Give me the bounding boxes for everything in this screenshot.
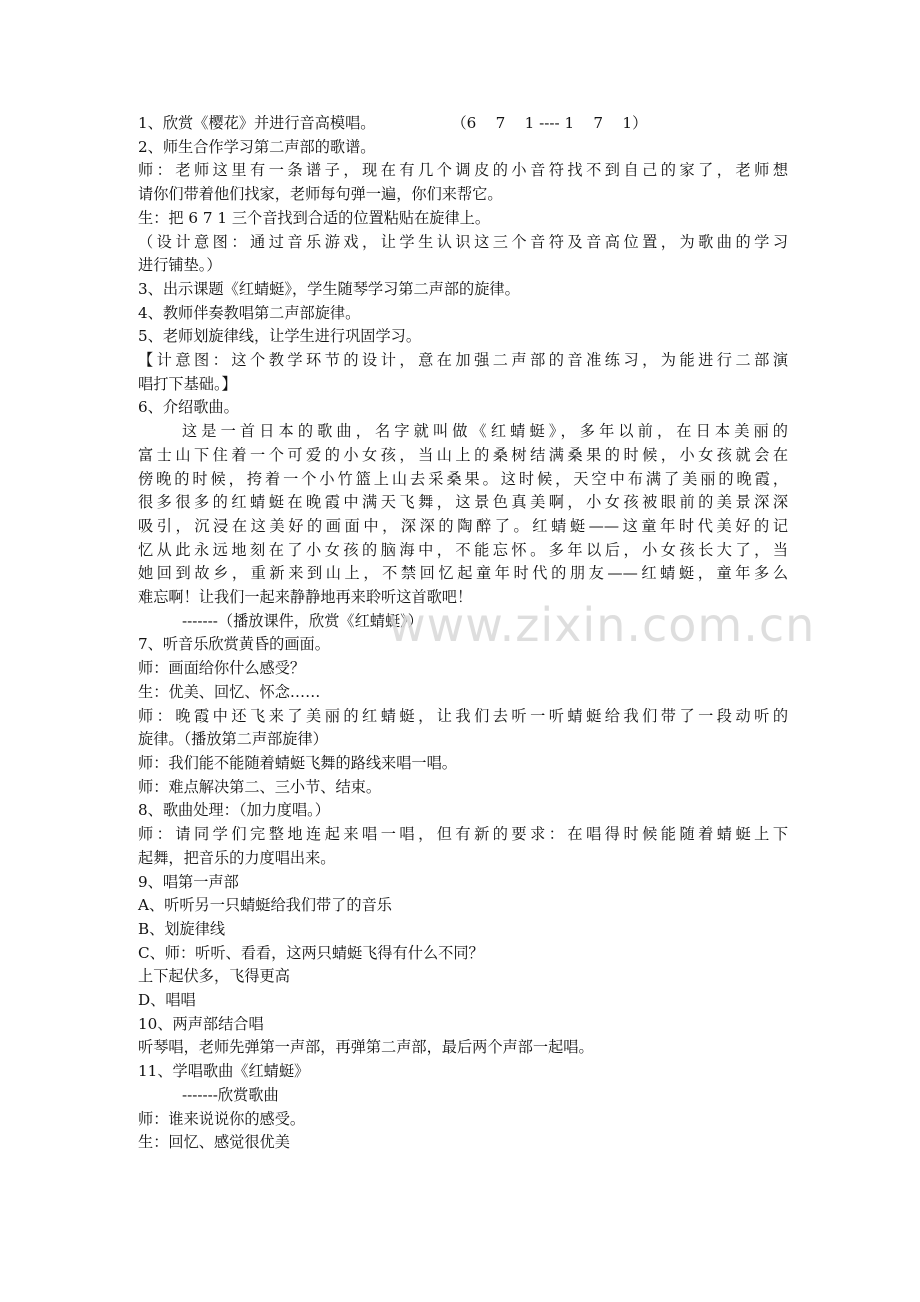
line-text: 傍晚的时候，挎着一个小竹篮上山去采桑果。这时候，天空中布满了美丽的晚霞， bbox=[138, 469, 788, 488]
line-text: 很多很多的红蜻蜓在晚霞中满天飞舞，这景色真美啊，小女孩被眼前的美景深深 bbox=[138, 493, 788, 512]
line-text: 师：老师这里有一条谱子，现在有几个调皮的小音符找不到自己的家了，老师想 bbox=[138, 161, 788, 180]
line-text: -------欣赏歌曲 bbox=[182, 1085, 279, 1104]
text-line bbox=[138, 799, 788, 823]
text-line bbox=[138, 278, 788, 302]
document-body bbox=[138, 112, 788, 1155]
line-text: 1、欣赏《樱花》并进行音高模唱。 bbox=[138, 114, 376, 132]
line-text: 5、老师划旋律线，让学生进行巩固学习。 bbox=[138, 327, 422, 346]
text-line bbox=[138, 515, 788, 539]
text-line bbox=[138, 776, 788, 800]
line-text: 8、歌曲处理：（加力度唱。） bbox=[138, 801, 330, 820]
text-line bbox=[138, 1060, 788, 1084]
text-line bbox=[138, 373, 788, 397]
line-text: 师：难点解决第二、三小节、结束。 bbox=[138, 777, 381, 796]
line-text: C、师：听听、看看，这两只蜻蜓飞得有什么不同？ bbox=[138, 943, 484, 962]
text-line bbox=[138, 468, 788, 492]
line-text: 9、唱第一声部 bbox=[138, 872, 239, 891]
text-line bbox=[138, 183, 788, 207]
line-text: 7、听音乐欣赏黄昏的画面。 bbox=[138, 635, 330, 654]
text-line bbox=[138, 1131, 788, 1155]
text-line bbox=[138, 586, 788, 610]
line-text: A、听听另一只蜻蜓给我们带了的音乐 bbox=[138, 896, 392, 915]
text-line bbox=[138, 633, 788, 657]
text-line bbox=[138, 1108, 788, 1132]
line-text: 难忘啊！让我们一起来静静地再来聆听这首歌吧！ bbox=[138, 588, 473, 607]
line-text: 11、学唱歌曲《红蜻蜓》 bbox=[138, 1062, 310, 1081]
line-text: 6、介绍歌曲。 bbox=[138, 398, 239, 417]
text-line bbox=[138, 681, 788, 705]
text-line bbox=[138, 562, 788, 586]
line-text: 师：晚霞中还飞来了美丽的红蜻蜓，让我们去听一听蜻蜓给我们带了一段动听的 bbox=[138, 706, 788, 725]
text-line bbox=[138, 871, 788, 895]
pitch-notation: （6 7 1 ---- 1 7 1） bbox=[451, 114, 648, 132]
text-line bbox=[138, 136, 788, 160]
text-line bbox=[138, 847, 788, 871]
text-line bbox=[138, 231, 788, 255]
text-line bbox=[138, 823, 788, 847]
line-text: 师：我们能不能随着蜻蜓飞舞的路线来唱一唱。 bbox=[138, 753, 457, 772]
line-text: 2、师生合作学习第二声部的歌谱。 bbox=[138, 137, 376, 156]
line-text: 忆从此永远地刻在了小女孩的脑海中，不能忘怀。多年以后，小女孩长大了，当 bbox=[138, 540, 788, 559]
line-text: 起舞，把音乐的力度唱出来。 bbox=[138, 848, 336, 867]
line-text: 师：请同学们完整地连起来唱一唱，但有新的要求：在唱得时候能随着蜻蜓上下 bbox=[138, 825, 788, 844]
line-text: 这是一首日本的歌曲，名字就叫做《红蜻蜓》，多年以前，在日本美丽的 bbox=[182, 422, 788, 441]
line-text: 10、两声部结合唱 bbox=[138, 1014, 264, 1033]
text-line bbox=[138, 918, 788, 942]
text-line bbox=[138, 349, 788, 373]
text-line bbox=[138, 112, 788, 136]
text-line bbox=[138, 254, 788, 278]
text-line bbox=[138, 159, 788, 183]
text-line bbox=[138, 420, 788, 444]
text-line bbox=[138, 942, 788, 966]
line-text: 她回到故乡，重新来到山上，不禁回忆起童年时代的朋友——红蜻蜓，童年多么 bbox=[138, 564, 788, 583]
text-line bbox=[138, 302, 788, 326]
text-line bbox=[138, 1084, 788, 1108]
line-text: -------（播放课件，欣赏《红蜻蜓》） bbox=[182, 611, 423, 630]
text-line bbox=[138, 325, 788, 349]
line-text: 师：画面给你什么感受？ bbox=[138, 659, 306, 678]
line-text: 听琴唱，老师先弹第一声部，再弹第二声部，最后两个声部一起唱。 bbox=[138, 1038, 594, 1057]
line-text: 生：把 6 7 1 三个音找到合适的位置粘贴在旋律上。 bbox=[138, 208, 491, 227]
text-line bbox=[138, 728, 788, 752]
line-text: D、唱唱 bbox=[138, 991, 196, 1010]
line-text: （设计意图：通过音乐游戏，让学生认识这三个音符及音高位置，为歌曲的学习 bbox=[138, 232, 788, 251]
line-text: 4、教师伴奏教唱第二声部旋律。 bbox=[138, 303, 361, 322]
text-line bbox=[138, 752, 788, 776]
text-line bbox=[138, 894, 788, 918]
line-text: 吸引，沉浸在这美好的画面中，深深的陶醉了。红蜻蜓——这童年时代美好的记 bbox=[138, 516, 788, 535]
watermark: www.zixin.com.cn bbox=[388, 598, 816, 652]
line-text: 请你们带着他们找家，老师每句弹一遍，你们来帮它。 bbox=[138, 185, 503, 204]
text-line bbox=[138, 1013, 788, 1037]
text-line bbox=[138, 491, 788, 515]
line-text: B、划旋律线 bbox=[138, 919, 226, 938]
text-line bbox=[138, 610, 788, 634]
line-text: 进行铺垫。） bbox=[138, 256, 222, 275]
text-line bbox=[138, 444, 788, 468]
text-line bbox=[138, 1036, 788, 1060]
line-text: 生：优美、回忆、怀念…… bbox=[138, 682, 321, 701]
text-line bbox=[138, 539, 788, 563]
text-line bbox=[138, 207, 788, 231]
line-text: 师：谁来说说你的感受。 bbox=[138, 1109, 306, 1128]
text-line bbox=[138, 705, 788, 729]
text-line bbox=[138, 989, 788, 1013]
line-text: 旋律。（播放第二声部旋律） bbox=[138, 730, 328, 749]
text-line bbox=[138, 657, 788, 681]
line-text: 富士山下住着一个可爱的小女孩，当山上的桑树结满桑果的时候，小女孩就会在 bbox=[138, 445, 788, 464]
text-line bbox=[138, 396, 788, 420]
line-text: 唱打下基础。】 bbox=[138, 374, 237, 393]
line-text: 3、出示课题《红蜻蜓》，学生随琴学习第二声部的旋律。 bbox=[138, 279, 520, 298]
line-text: 生：回忆、感觉很优美 bbox=[138, 1133, 290, 1152]
text-line bbox=[138, 965, 788, 989]
line-text: 上下起伏多，飞得更高 bbox=[138, 967, 290, 986]
line-text: 【计意图：这个教学环节的设计，意在加强二声部的音准练习，为能进行二部演 bbox=[138, 351, 788, 370]
